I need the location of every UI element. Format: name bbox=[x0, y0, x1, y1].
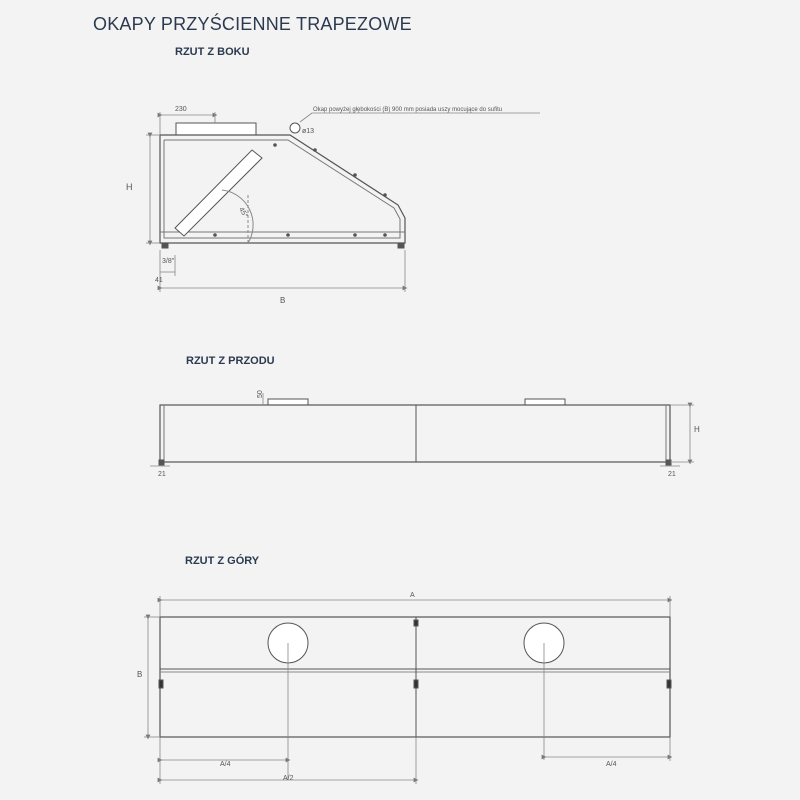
side-dim-b: B bbox=[280, 296, 286, 305]
side-view-drawing bbox=[160, 123, 405, 248]
front-view-drawing bbox=[159, 399, 671, 465]
page-title: OKAPY PRZYŚCIENNE TRAPEZOWE bbox=[93, 14, 412, 34]
top-dim-a: A bbox=[410, 592, 415, 599]
side-dim-41: 41 bbox=[155, 277, 163, 284]
top-view-drawing bbox=[159, 617, 671, 780]
side-dim-thread: 3/8" bbox=[162, 258, 175, 265]
top-dim-a4-right: A/4 bbox=[606, 761, 617, 768]
side-bracket-hole bbox=[290, 123, 300, 133]
front-hood-outline bbox=[160, 405, 670, 462]
side-hood-outline bbox=[160, 135, 405, 243]
front-dim-21-left: 21 bbox=[158, 471, 166, 478]
side-hole-dim: ø13 bbox=[302, 128, 315, 135]
side-view-label: RZUT Z BOKU bbox=[175, 46, 250, 58]
side-note: Okap powyżej głębokości (B) 900 mm posiada uszy mocujące do sufitu bbox=[313, 107, 503, 113]
front-dim-50: 50 bbox=[257, 390, 264, 398]
side-dim-h: H bbox=[126, 182, 133, 192]
top-dim-a4-left: A/4 bbox=[220, 761, 231, 768]
top-hood-outline bbox=[160, 617, 670, 737]
top-view-label: RZUT Z GÓRY bbox=[185, 555, 260, 567]
front-duct-collar-right bbox=[525, 399, 565, 405]
top-dim-a2: A/2 bbox=[283, 775, 294, 782]
front-dimensions bbox=[150, 393, 694, 466]
front-dim-21-right: 21 bbox=[668, 471, 676, 478]
front-dim-h: H bbox=[694, 425, 700, 434]
side-dim-230: 230 bbox=[175, 106, 187, 113]
side-duct-collar bbox=[176, 123, 256, 135]
top-dim-b: B bbox=[137, 670, 143, 679]
front-view-label: RZUT Z PRZODU bbox=[186, 355, 275, 367]
side-filter bbox=[175, 150, 262, 236]
side-angle: 45° bbox=[237, 206, 249, 220]
front-duct-collar-left bbox=[268, 399, 308, 405]
top-dimensions bbox=[144, 596, 670, 784]
